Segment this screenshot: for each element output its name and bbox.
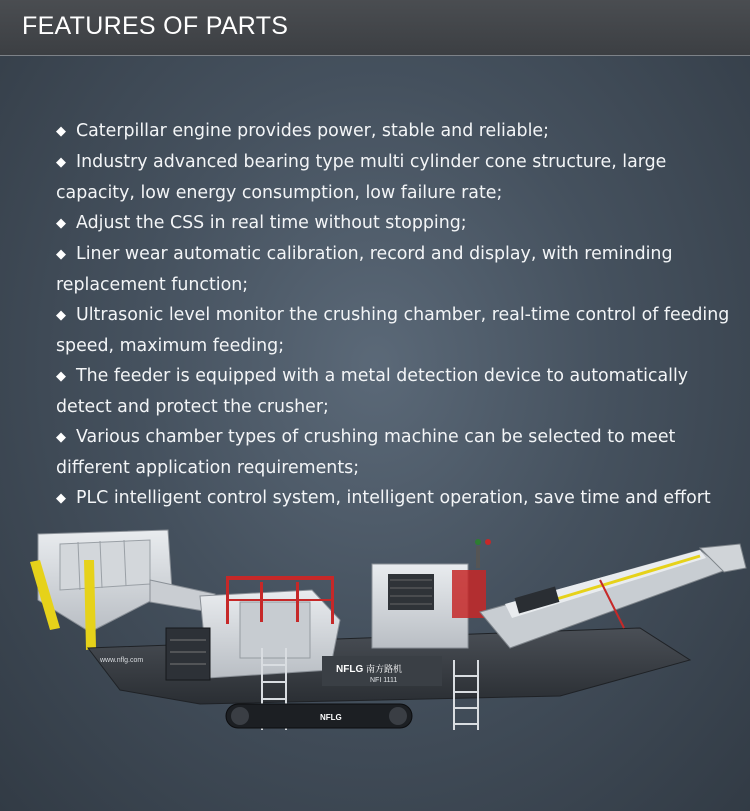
diamond-bullet-icon: ◆ — [56, 308, 66, 323]
brand-label: NFLG — [336, 664, 364, 675]
feature-text: Liner wear automatic calibration, record and display, with reminding replacement function; — [56, 244, 673, 295]
feature-text: PLC intelligent control system, intelligent operation, save time and effort — [76, 488, 711, 508]
feature-item — [56, 422, 736, 483]
mobile-crusher-illustration — [0, 520, 750, 811]
vibrating-screen — [166, 628, 210, 680]
diamond-bullet-icon: ◆ — [56, 430, 66, 445]
feature-item — [56, 300, 736, 361]
feature-text: Various chamber types of crushing machine can be selected to meet different application requirements; — [56, 427, 676, 478]
section-title: FEATURES OF PARTS — [22, 12, 289, 40]
feature-text: Adjust the CSS in real time without stopping; — [76, 213, 467, 233]
feature-item — [56, 483, 736, 514]
track-brand-label: NFLG — [320, 713, 342, 722]
feature-item — [56, 208, 736, 239]
brand-cn-label: 南方路机 — [366, 665, 403, 675]
feature-text: Ultrasonic level monitor the crushing chamber, real-time control of feeding speed, maximum feeding; — [56, 305, 730, 356]
diamond-bullet-icon: ◆ — [56, 491, 66, 506]
section-header — [0, 0, 750, 56]
feature-text: Caterpillar engine provides power, stable and reliable; — [76, 121, 549, 141]
crawler-track — [226, 704, 412, 728]
impact-crusher — [200, 576, 340, 678]
feature-item — [56, 361, 736, 422]
diamond-bullet-icon: ◆ — [56, 216, 66, 231]
features-list — [56, 116, 736, 514]
model-label: NFI 1111 — [370, 677, 398, 684]
power-unit — [372, 539, 491, 648]
feature-text: The feeder is equipped with a metal detection device to automatically detect and protect the crusher; — [56, 366, 689, 417]
website-label: www.nflg.com — [100, 657, 144, 664]
diamond-bullet-icon: ◆ — [56, 247, 66, 262]
diamond-bullet-icon: ◆ — [56, 124, 66, 139]
feature-item — [56, 147, 736, 208]
diamond-bullet-icon: ◆ — [56, 369, 66, 384]
feature-text: Industry advanced bearing type multi cylinder cone structure, large capacity, low energy consumption, low failure rate; — [56, 152, 667, 203]
feature-item — [56, 116, 736, 147]
feature-item — [56, 239, 736, 300]
diamond-bullet-icon: ◆ — [56, 155, 66, 170]
